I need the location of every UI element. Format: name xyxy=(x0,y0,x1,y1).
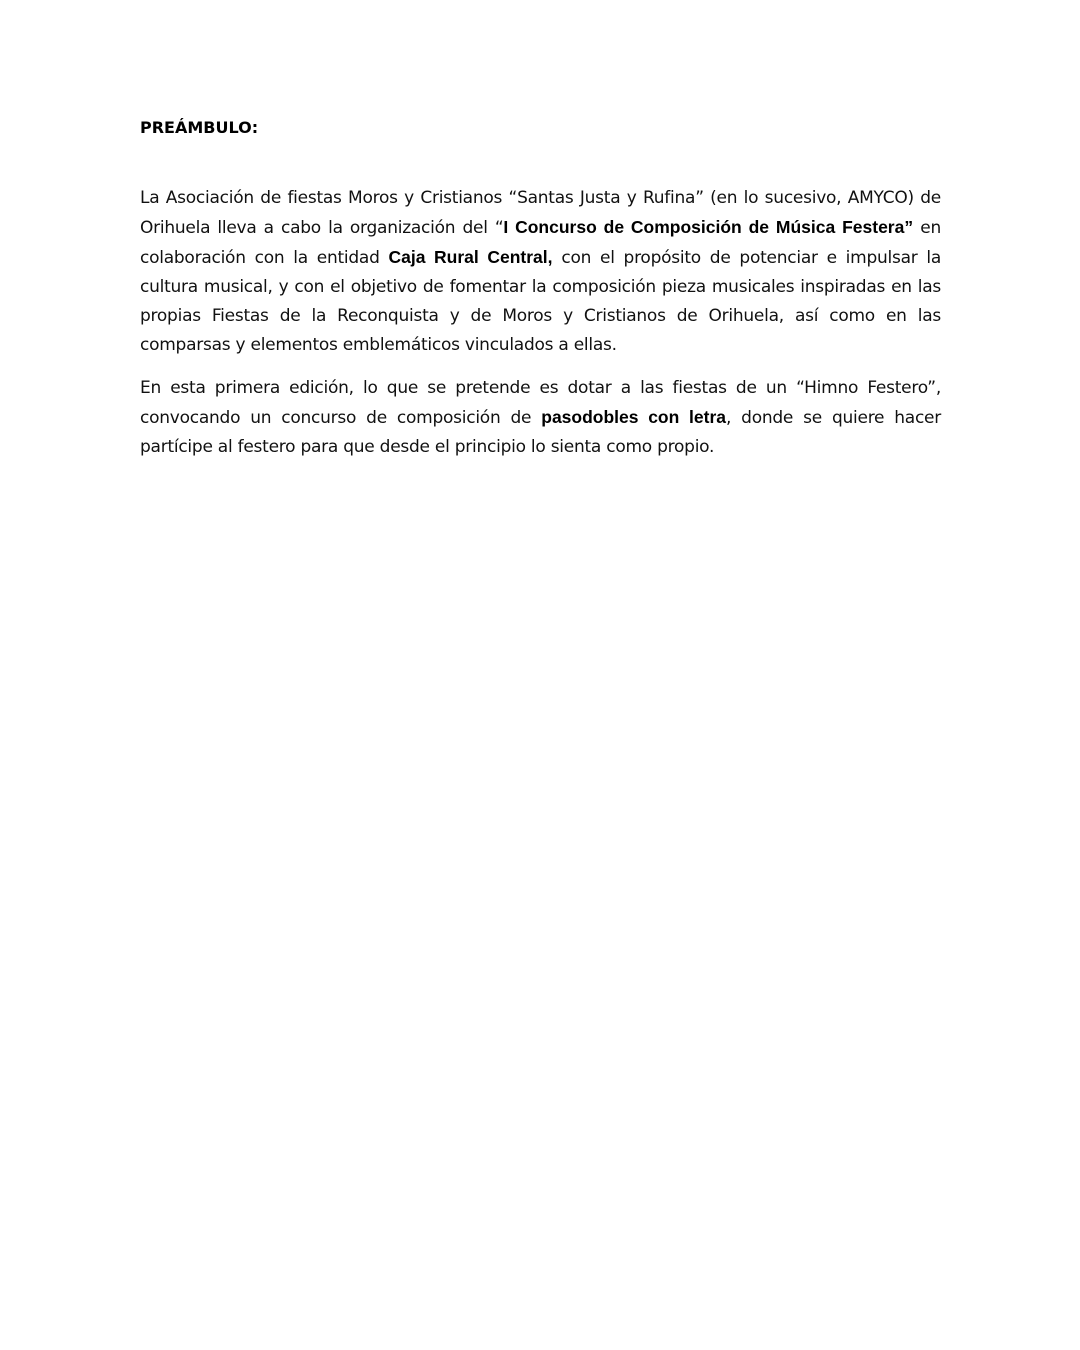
paragraph-edition-text-2: , donde se quiere hacer partícipe al festero para que desde el principio lo sienta como propio. xyxy=(140,408,942,457)
paragraph-edition xyxy=(140,374,941,462)
contest-name: I Concurso de Composición de Música Festera” xyxy=(503,217,914,237)
paragraph-intro xyxy=(140,184,941,360)
section-heading: PREÁMBULO: xyxy=(140,118,259,137)
paragraph-intro-text-1: La Asociación de fiestas Moros y Cristianos “Santas Justa y Rufina” (en lo sucesivo, AMYCO) de Orihuela lleva a cabo la organización del “ xyxy=(140,188,941,238)
paragraph-intro-text-3: con el propósito de potenciar e impulsar la cultura musical, y con el objetivo de fomentar la composición pieza musicales inspiradas en las propias Fiestas de la Reconquista y de Moros y Cristianos de Orihuela, así como en las comparsas y elementos emblemáticos vinculados a ellas. xyxy=(140,248,941,355)
document-body xyxy=(140,116,941,476)
paragraph-edition-text-1: En esta primera edición, lo que se pretende es dotar a las fiestas de un “Himno Festero”, convocando un concurso de composición de xyxy=(140,378,941,428)
paragraph-intro-text-2: en colaboración con la entidad xyxy=(140,218,941,268)
contest-category: pasodobles con letra xyxy=(541,407,726,427)
sponsor-name: Caja Rural Central, xyxy=(388,247,553,267)
